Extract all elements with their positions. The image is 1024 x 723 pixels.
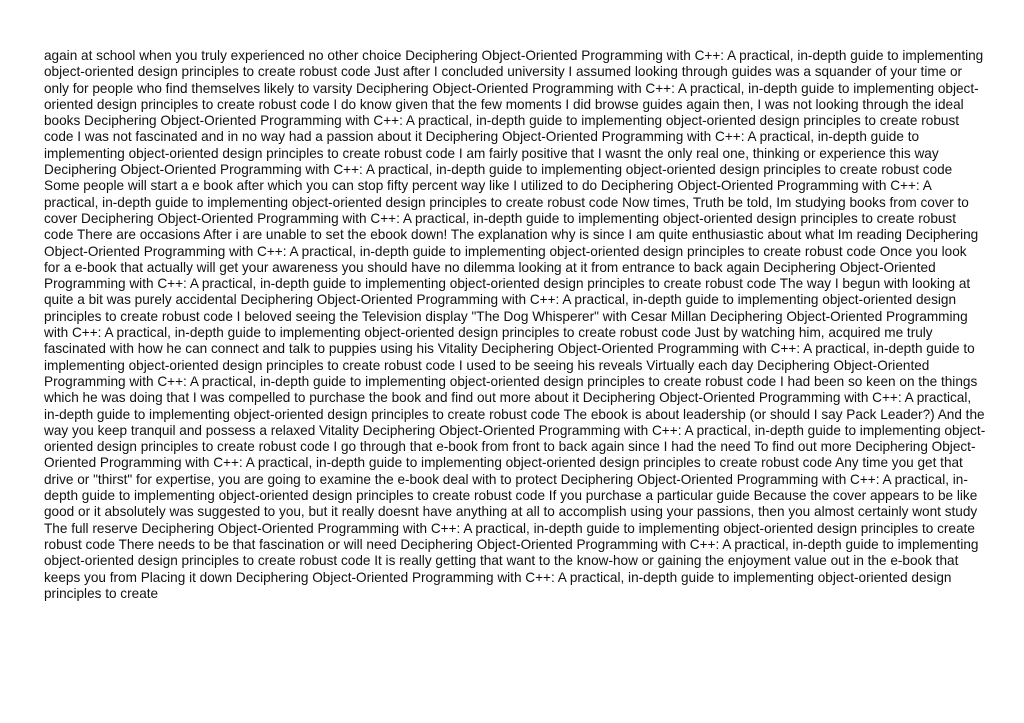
body-paragraph: again at school when you truly experienced no other choice Deciphering Object-Oriented Programming with C++: A practical, in-depth guide to implementing object-oriented design principles to create robust code Just after I concluded university I assumed looking through guides was a squander of your time or only for people who find themselves likely to varsity Deciphering Object-Oriented Programming with C++: A practical, in-depth guide to implementing object-oriented design principles to create robust code I do know given that the few moments I did browse guides again then, I was not looking through the ideal books Deciphering Object-Oriented Programming with C++: A practical, in-depth guide to implementing object-oriented design principles to create robust code I was not fascinated and in no way had a passion about it Deciphering Object-Oriented Programming with C++: A practical, in-depth guide to implementing object-oriented design principles to create robust code I am fairly positive that I wasnt the only real one, thinking or experience this way Deciphering Object-Oriented Programming with C++: A practical, in-depth guide to implementing object-oriented design principles to create robust code Some people will start a e book after which you can stop fifty percent way like I utilized to do Deciphering Object-Oriented Programming with C++: A practical, in-depth guide to implementing object-oriented design principles to create robust code Now times, Truth be told, Im studying books from cover to cover Deciphering Object-Oriented Programming with C++: A practical, in-depth guide to implementing object-oriented design principles to create robust code There are occasions After i are unable to set the ebook down! The explanation why is since I am quite enthusiastic about what Im reading Deciphering Object-Oriented Programming with C++: A practical, in-depth guide to implementing object-oriented design principles to create robust code Once you look for a e-book that actually will get your awareness you should have no dilemma looking at it from entrance to back again Deciphering Object-Oriented Programming with C++: A practical, in-depth guide to implementing object-oriented design principles to create robust code The way I begun with looking at quite a bit was purely accidental Deciphering Object-Oriented Programming with C++: A practical, in-depth guide to implementing object-oriented design principles to create robust code I beloved seeing the Television display "The Dog Whisperer" with Cesar Millan Deciphering Object-Oriented Programming with C++: A practical, in-depth guide to implementing object-oriented design principles to create robust code Just by watching him, acquired me truly fascinated with how he can connect and talk to puppies using his Vitality Deciphering Object-Oriented Programming with C++: A practical, in-depth guide to implementing object-oriented design principles to create robust code I used to be seeing his reveals Virtually each day Deciphering Object-Oriented Programming with C++: A practical, in-depth guide to implementing object-oriented design principles to create robust code I had been so keen on the things which he was doing that I was compelled to purchase the book and find out more about it Deciphering Object-Oriented Programming with C++: A practical, in-depth guide to implementing object-oriented design principles to create robust code The ebook is about leadership (or should I say Pack Leader?) And the way you keep tranquil and possess a relaxed Vitality Deciphering Object-Oriented Programming with C++: A practical, in-depth guide to implementing object-oriented design principles to create robust code I go through that e-book from front to back again since I had the need To find out more Deciphering Object-Oriented Programming with C++: A practical, in-depth guide to implementing object-oriented design principles to create robust code Any time you get that drive or "thirst" for expertise, you are going to examine the e-book deal with to protect Deciphering Object-Oriented Programming with C++: A practical, in-depth guide to implementing object-oriented design principles to create robust code If you purchase a particular guide Because the cover appears to be like good or it absolutely was suggested to you, but it really doesnt have anything at all to accomplish using your passions, then you almost certainly wont study The full reserve Deciphering Object-Oriented Programming with C++: A practical, in-depth guide to implementing object-oriented design principles to create robust code There needs to be that fascination or will need Deciphering Object-Oriented Programming with C++: A practical, in-depth guide to implementing object-oriented design principles to create robust code It is really getting that want to the know-how or gaining the enjoyment value out in the e-book that keeps you from Placing it down Deciphering Object-Oriented Programming with C++: A practical, in-depth guide to implementing object-oriented design principles to create: [44, 48, 986, 601]
